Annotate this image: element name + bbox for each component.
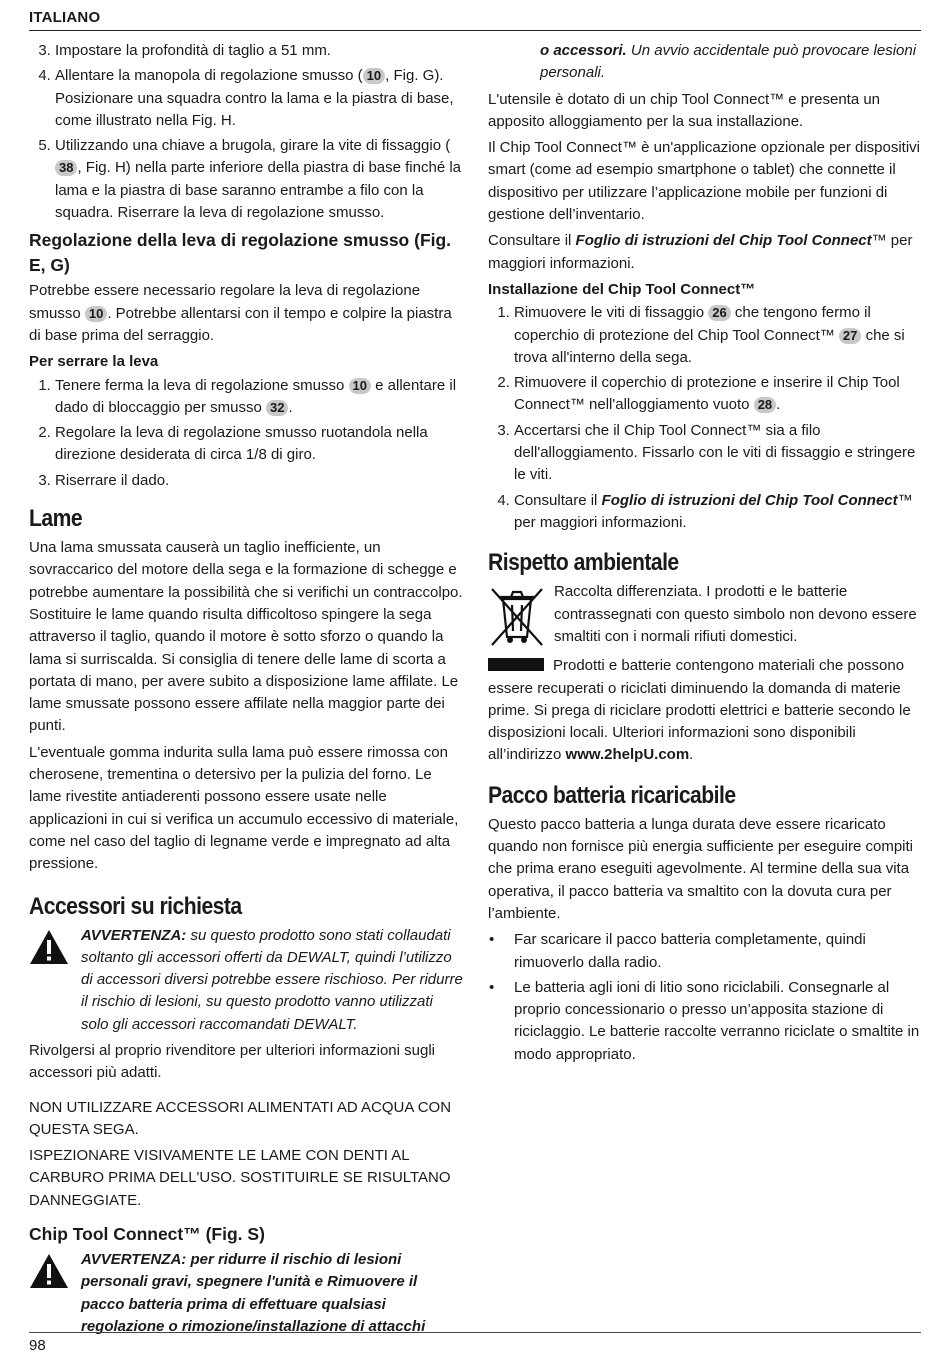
install-step-1: 1. Rimuovere le viti di fissaggio 26 che tengono fermo il coperchio di protezione del Chip Tool Connect™ 27 che si trova all'interno della sega. [514, 302, 924, 369]
environment-paragraph-2: Prodotti e batterie contengono materiali che possono essere recuperati o riciclati diminuendo la domanda di materie prime. Si prega di riciclare prodotti elettrici e batterie secondo le disposizioni locali. Ulteriori informazioni sono disponibili all’indirizzo www.2helpU.com. [488, 657, 911, 764]
list-item: • Far scaricare il pacco batteria completamente, quindi rimuoverlo dalla radio. [514, 929, 924, 974]
install-steps [488, 302, 924, 534]
step-5: 5. Utilizzando una chiave a brugola, girare la vite di fissaggio (38 , Fig. H) nella parte inferiore della piastra di base finché la lama e la piastra di base saranno entrambe a filo con la squadra. Riserrare la leva di regolazione smusso. [55, 135, 464, 224]
lever-paragraph: Potrebbe essere necessario regolare la leva di regolazione smusso 10 . Potrebbe allentarsi con il tempo e colpire la piastra di base prima del serraggio. [29, 282, 452, 344]
part-badge: 10 [85, 306, 107, 322]
accessories-caps-1: NON UTILIZZARE ACCESSORI ALIMENTATI AD ACQUA CON QUESTA SEGA. [29, 1098, 452, 1138]
blades-paragraph-1: Una lama smussata causerà un taglio inefficiente, un sovraccarico del motore della sega e la formazione di schegge e potrebbe aumentare la possibilità che si verifichi un contraccolpo. Sostituire le lame quando risulta difficoltoso spingere la sega attraverso il taglio, quando il motore è sotto sforzo o quando la lama si surriscalda. Si consiglia di tenere delle lame di scorta a portata di mano, per avere subito a disposizione lame affilate. Le lame smussate possono essere affilate nella maggior parte dei punti. [29, 539, 463, 735]
blades-title: Lame [29, 505, 83, 533]
page-number: 98 [29, 1337, 46, 1354]
part-badge: 38 [55, 160, 77, 176]
battery-paragraph: Questo pacco batteria a lunga durata deve essere ricaricato quando non fornisce più energia sufficiente per eseguire compiti che prima erano eseguiti agevolmente. Al termine della sua vita operativa, il pacco batteria va smaltito con la dovuta cura per l’ambiente. [488, 815, 913, 922]
install-step-2: 2. Rimuovere il coperchio di protezione e inserire il Chip Tool Connect™ nell'alloggiamento vuoto 28 . [514, 372, 924, 417]
tighten-heading: Per serrare la leva [29, 353, 159, 371]
environment-title: Rispetto ambientale [488, 549, 679, 577]
tighten-step-3: 3. Riserrare il dado. [55, 470, 464, 492]
chip-paragraph-1: L'utensile è dotato di un chip Tool Connect™ e presenta un apposito alloggiamento per la sua installazione. [488, 90, 881, 130]
separate-collection-bar-icon [488, 658, 544, 671]
accessories-title: Accessori su richiesta [29, 892, 242, 920]
step-3: 3. Impostare la profondità di taglio a 51 mm. [55, 40, 464, 62]
list-item: • Le batteria agli ioni di litio sono riciclabili. Consegnarle al proprio concessionario o presso un’apposita stazione di riciclaggio. Le batterie raccolte verranno riciclate o smaltite in modo appropriato. [514, 977, 924, 1066]
tighten-step-1: 1. Tenere ferma la leva di regolazione smusso 10 e allentare il dado di bloccaggio per smusso 32 . [55, 375, 464, 420]
right-column [488, 40, 924, 1070]
footer-rule [29, 1332, 921, 1333]
recycle-block [488, 581, 924, 651]
install-heading: Installazione del Chip Tool Connect™ [488, 280, 756, 298]
chip-paragraph-3: Consultare il Foglio di istruzioni del Chip Tool Connect™ per maggiori informazioni. [488, 232, 913, 272]
environment-paragraph-1: Raccolta differenziata. I prodotti e le batterie contrassegnati con questo simbolo non devono essere smaltiti con i normali rifiuti domestici. [554, 583, 917, 645]
part-badge: 10 [363, 68, 385, 84]
warning-triangle-icon [29, 1253, 69, 1289]
accessories-caps-2: ISPEZIONARE VISIVAMENTE LE LAME CON DENTI AL CARBURO PRIMA DELL'USO. SOSTITUIRLE SE RISULTANO DANNEGGIATE. [29, 1147, 451, 1209]
left-column [29, 40, 464, 1338]
install-step-4: 4. Consultare il Foglio di istruzioni del Chip Tool Connect™ per maggiori informazioni. [514, 490, 924, 535]
page-header-language: ITALIANO [29, 9, 101, 26]
tighten-steps [29, 375, 464, 492]
adjustment-steps [29, 40, 464, 224]
tighten-step-2: 2. Regolare la leva di regolazione smusso ruotandola nella direzione desiderata di circa 1/8 di giro. [55, 422, 464, 467]
chip-paragraph-2: Il Chip Tool Connect™ è un'applicazione opzionale per dispositivi smart (come ad esempio smartphone o tablet) che connette il dispositivo per utilizzare l’applicazione mobile per funzioni di gestione dell’inventario. [488, 139, 921, 224]
chip-heading: Chip Tool Connect™ (Fig. S) [29, 1224, 265, 1245]
header-rule [29, 30, 921, 31]
battery-list [488, 929, 924, 1066]
warning-triangle-icon [29, 929, 69, 965]
battery-title: Pacco batteria ricaricabile [488, 781, 736, 809]
crossed-bin-icon [488, 585, 546, 649]
install-step-3: 3. Accertarsi che il Chip Tool Connect™ sia a filo dell'alloggiamento. Fissarlo con le viti di fissaggio e stringere le viti. [514, 420, 924, 487]
warning-continuation: o accessori. Un avvio accidentale può provocare lesioni personali. [540, 42, 917, 82]
part-badge: 28 [754, 397, 776, 413]
accessories-paragraph: Rivolgersi al proprio rivenditore per ulteriori informazioni sugli accessori più adatti. [29, 1041, 436, 1082]
part-badge: 27 [839, 328, 861, 344]
step-4: 4. Allentare la manopola di regolazione smusso ( 10 , Fig. G). Posizionare una squadra contro la lama e la piastra di base, come illustrato nella Fig. H. [55, 65, 464, 132]
chip-warning: AVVERTENZA: per ridurre il rischio di lesioni personali gravi, spegnere l'unità e Rimuovere il pacco batteria prima di effettuare qualsiasi regolazione o rimozione/installazione di attacchi [29, 1249, 464, 1338]
lever-heading: Regolazione della leva di regolazione smusso (Fig. E, G) [29, 230, 452, 276]
accessories-warning: AVVERTENZA: su questo prodotto sono stati collaudati soltanto gli accessori offerti da DEWALT, quindi l’utilizzo di accessori diversi potrebbe essere rischioso. Per ridurre il rischio di lesioni, su questo prodotto vanno utilizzati solo gli accessori raccomandati DEWALT. [29, 925, 464, 1036]
part-badge: 10 [349, 378, 371, 394]
part-badge: 26 [708, 305, 730, 321]
blades-paragraph-2: L'eventuale gomma indurita sulla lama può essere rimossa con cherosene, trementina o detersivo per la pulizia del forno. Le lame rivestite antiaderenti possono essere usate nelle applicazioni in cui si verifica un accumulo eccessivo di materiale, come nel caso del taglio di legname verde e impregnato ad alta pressione. [29, 743, 459, 873]
help-link[interactable]: www.2helpU.com [565, 746, 690, 764]
part-badge: 32 [266, 400, 288, 416]
